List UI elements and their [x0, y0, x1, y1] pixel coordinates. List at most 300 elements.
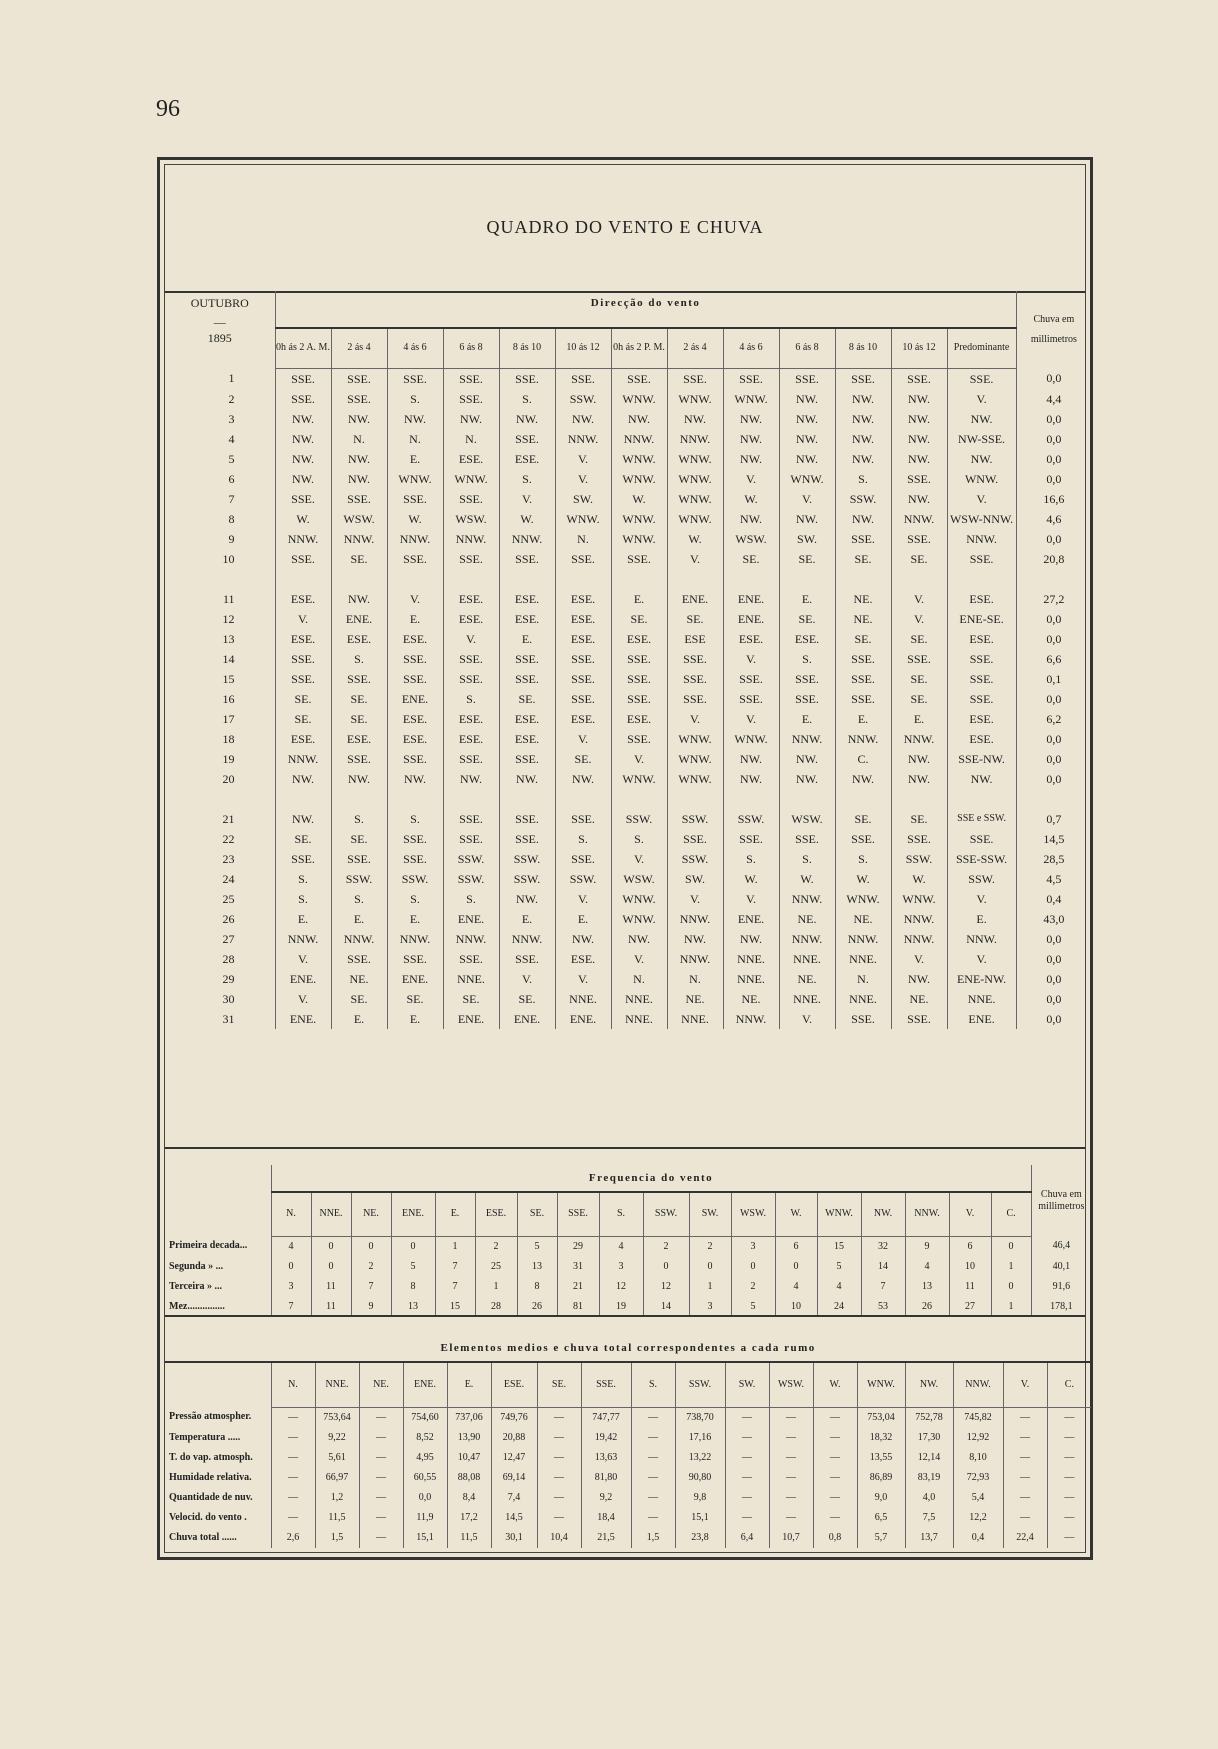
direction-cell: NW. — [835, 449, 891, 469]
direction-cell: W. — [723, 489, 779, 509]
direction-cell: NW. — [331, 589, 387, 609]
direction-cell: ESE. — [275, 629, 331, 649]
rain-cell: 0,0 — [1016, 969, 1091, 989]
direction-cell: SSE. — [499, 829, 555, 849]
direction-cell: SSE. — [891, 469, 947, 489]
column-header: S. — [631, 1362, 675, 1407]
direction-cell: NNW. — [387, 529, 443, 549]
rain-cell: 46,4 — [1031, 1236, 1091, 1257]
frequency-cell: 21 — [557, 1277, 599, 1297]
frequency-cell: 0 — [311, 1236, 351, 1257]
direction-cell: WNW. — [667, 469, 723, 489]
direction-cell: NE. — [779, 969, 835, 989]
direction-cell: NW. — [779, 509, 835, 529]
element-cell: 10,7 — [769, 1528, 813, 1548]
table-row — [165, 729, 1091, 749]
direction-cell: ESE. — [499, 729, 555, 749]
element-cell: 12,2 — [953, 1508, 1003, 1528]
direction-cell: SSE. — [835, 529, 891, 549]
direction-cell: NW. — [891, 449, 947, 469]
direction-cell: ESE. — [499, 449, 555, 469]
direction-cell: SSE. — [275, 489, 331, 509]
table-row — [165, 1407, 1091, 1428]
row-label: Humidade relativa. — [169, 1471, 252, 1483]
direction-cell: ESE. — [275, 589, 331, 609]
direction-cell: NW. — [779, 389, 835, 409]
direction-cell: SSE. — [443, 949, 499, 969]
direction-cell: WNW. — [667, 769, 723, 789]
direction-cell: NW. — [611, 409, 667, 429]
rain-cell: 0,0 — [1016, 729, 1091, 749]
decade-spacer — [165, 789, 1091, 809]
column-header: NE. — [359, 1362, 403, 1407]
direction-cell: NNW. — [275, 529, 331, 549]
direction-cell: NW. — [723, 769, 779, 789]
element-cell: 18,32 — [857, 1428, 905, 1448]
element-cell: — — [769, 1488, 813, 1508]
frequency-cell: 12 — [599, 1277, 643, 1297]
direction-cell: NW. — [275, 469, 331, 489]
element-cell: 5,4 — [953, 1488, 1003, 1508]
column-header: 4 ás 6 — [387, 328, 443, 368]
rain-cell: 20,8 — [1016, 549, 1091, 569]
direction-cell: V. — [891, 609, 947, 629]
section-divider-2 — [165, 1315, 1085, 1317]
direction-cell: NW. — [611, 929, 667, 949]
column-header: NNW. — [953, 1362, 1003, 1407]
element-cell: 69,14 — [491, 1468, 537, 1488]
day-cell: 22 — [222, 831, 235, 846]
direction-cell: SSE. — [611, 649, 667, 669]
rain-cell: 0,0 — [1016, 949, 1091, 969]
table-row — [165, 1277, 1091, 1297]
direction-cell: SE. — [891, 549, 947, 569]
direction-cell: SSE. — [947, 649, 1016, 669]
direction-cell: NW. — [387, 409, 443, 429]
column-header: 2 ás 4 — [667, 328, 723, 368]
day-cell: 29 — [222, 971, 235, 986]
direction-cell: ENE. — [499, 1009, 555, 1029]
element-cell: 0,0 — [403, 1488, 447, 1508]
element-cell: 9,2 — [581, 1488, 631, 1508]
element-cell: — — [725, 1468, 769, 1488]
direction-cell: WNW. — [555, 509, 611, 529]
element-cell: — — [813, 1508, 857, 1528]
frequency-cell: 0 — [991, 1236, 1031, 1257]
direction-cell: ESE. — [387, 709, 443, 729]
table-row — [165, 429, 1091, 449]
table-row — [165, 749, 1091, 769]
element-cell: 23,8 — [675, 1528, 725, 1548]
element-cell: — — [725, 1488, 769, 1508]
element-cell: — — [1047, 1428, 1091, 1448]
direction-cell: SSE. — [667, 368, 723, 389]
direction-cell: NNW. — [387, 929, 443, 949]
direction-cell: NW. — [499, 769, 555, 789]
year-label: 1895 — [207, 331, 232, 345]
direction-cell: S. — [555, 829, 611, 849]
element-cell: — — [813, 1488, 857, 1508]
direction-cell: SSW. — [947, 869, 1016, 889]
element-cell: — — [271, 1407, 315, 1428]
direction-cell: V. — [723, 709, 779, 729]
rain-cell: 14,5 — [1016, 829, 1091, 849]
direction-cell: NW. — [891, 389, 947, 409]
element-cell: 20,88 — [491, 1428, 537, 1448]
direction-cell: E. — [387, 609, 443, 629]
column-header: Predominante — [947, 328, 1016, 368]
direction-cell: ENE. — [387, 689, 443, 709]
direction-cell: NE. — [331, 969, 387, 989]
column-header: V. — [1003, 1362, 1047, 1407]
direction-cell: NW-SSE. — [947, 429, 1016, 449]
element-cell: — — [769, 1508, 813, 1528]
rain-cell: 0,0 — [1016, 429, 1091, 449]
direction-cell: SSE. — [835, 1009, 891, 1029]
direction-cell: WNW. — [835, 889, 891, 909]
rain-cell: 0,0 — [1016, 629, 1091, 649]
element-cell: 0,4 — [953, 1528, 1003, 1548]
frequency-cell: 7 — [861, 1277, 905, 1297]
direction-cell: NNW. — [891, 929, 947, 949]
direction-cell: ESE. — [331, 729, 387, 749]
direction-cell: SSE. — [891, 649, 947, 669]
direction-cell: ESE. — [555, 589, 611, 609]
element-cell: 13,63 — [581, 1448, 631, 1468]
column-header: SW. — [725, 1362, 769, 1407]
direction-cell: SSW. — [387, 869, 443, 889]
direction-cell: SSE. — [443, 749, 499, 769]
direction-cell: ESE. — [443, 729, 499, 749]
direction-cell: WNW. — [611, 469, 667, 489]
direction-cell: E. — [387, 909, 443, 929]
rain-cell: 0,0 — [1016, 449, 1091, 469]
column-header: E. — [435, 1192, 475, 1236]
frequency-cell: 2 — [351, 1257, 391, 1277]
frequency-cell: 5 — [731, 1297, 775, 1317]
direction-cell: SSE. — [443, 649, 499, 669]
direction-cell: SSE. — [891, 368, 947, 389]
row-label: Chuva total ...... — [169, 1531, 237, 1543]
rain-cell: 0,0 — [1016, 989, 1091, 1009]
direction-cell: SE. — [499, 989, 555, 1009]
day-cell: 7 — [228, 491, 235, 506]
frequency-caption: Frequencia do vento — [271, 1165, 1031, 1192]
row-label: T. do vap. atmosph. — [169, 1451, 253, 1463]
direction-cell: NNW. — [779, 889, 835, 909]
direction-cell: NNW. — [779, 729, 835, 749]
direction-cell: ENE-NW. — [947, 969, 1016, 989]
column-header: WSW. — [769, 1362, 813, 1407]
rain-cell: 0,7 — [1016, 809, 1091, 829]
element-cell: — — [271, 1488, 315, 1508]
frequency-cell: 0 — [271, 1257, 311, 1277]
frequency-cell: 31 — [557, 1257, 599, 1277]
direction-cell: SSE. — [667, 689, 723, 709]
direction-cell: ENE. — [723, 589, 779, 609]
direction-cell: NW. — [443, 409, 499, 429]
direction-cell: S. — [387, 889, 443, 909]
direction-cell: W. — [779, 869, 835, 889]
table-row — [165, 649, 1091, 669]
frequency-cell: 28 — [475, 1297, 517, 1317]
element-cell: 13,55 — [857, 1448, 905, 1468]
direction-cell: SE. — [611, 609, 667, 629]
element-cell: — — [725, 1407, 769, 1428]
direction-cell: SSE. — [667, 829, 723, 849]
direction-cell: NW. — [891, 969, 947, 989]
direction-cell: SSW. — [499, 849, 555, 869]
direction-cell: NW. — [331, 449, 387, 469]
direction-cell: SSE. — [275, 389, 331, 409]
direction-cell: S. — [331, 889, 387, 909]
direction-cell: V. — [555, 469, 611, 489]
element-cell: — — [359, 1488, 403, 1508]
direction-cell: ESE. — [555, 629, 611, 649]
element-cell: — — [271, 1508, 315, 1528]
direction-cell: NNW. — [835, 929, 891, 949]
table-row — [165, 929, 1091, 949]
direction-cell: SSW. — [667, 849, 723, 869]
table-row — [165, 989, 1091, 1009]
element-cell: — — [1003, 1448, 1047, 1468]
table-frame-inner — [164, 164, 1086, 1553]
frequency-cell: 11 — [311, 1277, 351, 1297]
elements-table — [165, 1335, 1091, 1548]
column-header: ENE. — [391, 1192, 435, 1236]
column-header: ESE. — [475, 1192, 517, 1236]
direction-cell: ESE. — [723, 629, 779, 649]
direction-cell: V. — [667, 889, 723, 909]
element-cell: — — [769, 1468, 813, 1488]
direction-cell: ESE. — [443, 709, 499, 729]
element-cell: 12,14 — [905, 1448, 953, 1468]
column-header: SSW. — [675, 1362, 725, 1407]
direction-cell: NNE. — [723, 949, 779, 969]
wind-direction-section — [165, 291, 1091, 1133]
rain-cell: 4,5 — [1016, 869, 1091, 889]
direction-cell: SSE. — [835, 368, 891, 389]
direction-cell: SSE. — [667, 669, 723, 689]
direction-cell: V. — [499, 489, 555, 509]
column-header: W. — [775, 1192, 817, 1236]
element-cell: 9,0 — [857, 1488, 905, 1508]
element-cell: 9,22 — [315, 1428, 359, 1448]
rain-cell: 0,4 — [1016, 889, 1091, 909]
direction-cell: ESE. — [555, 949, 611, 969]
element-cell: 14,5 — [491, 1508, 537, 1528]
direction-cell: SSW. — [611, 809, 667, 829]
direction-cell: SSE. — [331, 849, 387, 869]
direction-cell: NNW. — [555, 429, 611, 449]
element-cell: 17,2 — [447, 1508, 491, 1528]
direction-cell: SSE. — [499, 669, 555, 689]
element-cell: — — [537, 1508, 581, 1528]
day-cell: 9 — [228, 531, 235, 546]
column-header: 2 ás 4 — [331, 328, 387, 368]
direction-cell: V. — [891, 589, 947, 609]
element-cell: — — [813, 1407, 857, 1428]
column-header: SE. — [537, 1362, 581, 1407]
direction-cell: ENE. — [723, 909, 779, 929]
direction-cell: SSE. — [947, 368, 1016, 389]
frequency-rain-header: Chuva em millimetros — [1031, 1165, 1091, 1236]
direction-cell: V. — [555, 449, 611, 469]
direction-cell: NW. — [779, 749, 835, 769]
element-cell: 753,04 — [857, 1407, 905, 1428]
direction-cell: WNW. — [611, 389, 667, 409]
frequency-cell: 2 — [643, 1236, 689, 1257]
direction-cell: ESE. — [947, 709, 1016, 729]
direction-cell: ESE. — [611, 709, 667, 729]
rain-cell: 0,0 — [1016, 929, 1091, 949]
direction-cell: NW. — [891, 409, 947, 429]
column-header: NW. — [905, 1362, 953, 1407]
element-cell: 13,90 — [447, 1428, 491, 1448]
direction-cell: SE. — [275, 689, 331, 709]
frequency-cell: 13 — [391, 1297, 435, 1317]
direction-cell: ESE. — [499, 709, 555, 729]
element-cell: 749,76 — [491, 1407, 537, 1428]
direction-cell: SSE. — [555, 809, 611, 829]
element-cell: 1,2 — [315, 1488, 359, 1508]
element-cell: 8,52 — [403, 1428, 447, 1448]
direction-cell: N. — [387, 429, 443, 449]
direction-cell: NW. — [891, 489, 947, 509]
direction-cell: NE. — [835, 589, 891, 609]
rain-cell: 0,0 — [1016, 689, 1091, 709]
direction-cell: S. — [275, 869, 331, 889]
direction-cell: SSE. — [723, 829, 779, 849]
table-row — [165, 689, 1091, 709]
frequency-cell: 11 — [311, 1297, 351, 1317]
frequency-cell: 6 — [949, 1236, 991, 1257]
direction-cell: NW. — [275, 769, 331, 789]
direction-caption-rule — [275, 315, 1016, 328]
direction-cell: WSW. — [443, 509, 499, 529]
direction-cell: NNW. — [891, 729, 947, 749]
direction-cell: SE. — [331, 829, 387, 849]
direction-cell: NW. — [275, 429, 331, 449]
direction-cell: ESE. — [555, 609, 611, 629]
column-header: 10 ás 12 — [891, 328, 947, 368]
frequency-cell: 9 — [351, 1297, 391, 1317]
direction-cell: SSE. — [835, 689, 891, 709]
column-header: N. — [271, 1192, 311, 1236]
direction-cell: E. — [387, 1009, 443, 1029]
direction-cell: SSW. — [667, 809, 723, 829]
frequency-cell: 0 — [311, 1257, 351, 1277]
table-frame — [157, 157, 1093, 1560]
direction-cell: NW. — [891, 429, 947, 449]
direction-cell: NW. — [331, 469, 387, 489]
direction-cell: NW. — [835, 509, 891, 529]
direction-cell: V. — [611, 849, 667, 869]
direction-cell: NW. — [891, 769, 947, 789]
direction-cell: ENE. — [331, 609, 387, 629]
direction-cell: V. — [611, 949, 667, 969]
element-cell: — — [359, 1468, 403, 1488]
day-cell: 13 — [222, 631, 235, 646]
direction-cell: V. — [275, 989, 331, 1009]
element-cell: — — [631, 1428, 675, 1448]
direction-cell: NW. — [723, 749, 779, 769]
direction-cell: SSE. — [331, 669, 387, 689]
element-cell: — — [537, 1428, 581, 1448]
element-cell: — — [1003, 1508, 1047, 1528]
direction-cell: SSE. — [275, 669, 331, 689]
direction-cell: E. — [275, 909, 331, 929]
direction-cell: NNE. — [443, 969, 499, 989]
direction-cell: NW. — [275, 449, 331, 469]
elements-caption: Elementos medios e chuva total correspondentes a cada rumo — [165, 1335, 1091, 1362]
element-cell: — — [725, 1428, 769, 1448]
direction-cell: NW. — [275, 409, 331, 429]
direction-cell: S. — [835, 469, 891, 489]
direction-cell: N. — [611, 969, 667, 989]
rain-cell: 0,1 — [1016, 669, 1091, 689]
direction-cell: V. — [723, 469, 779, 489]
column-header: WNW. — [857, 1362, 905, 1407]
frequency-cell: 1 — [991, 1297, 1031, 1317]
direction-cell: ENE. — [443, 909, 499, 929]
direction-cell: WNW. — [891, 889, 947, 909]
direction-cell: NW. — [723, 449, 779, 469]
direction-cell: W. — [667, 529, 723, 549]
table-row — [165, 1236, 1091, 1257]
direction-cell: ESE. — [947, 729, 1016, 749]
frequency-cell: 14 — [643, 1297, 689, 1317]
direction-cell: SE. — [331, 689, 387, 709]
element-cell: — — [725, 1508, 769, 1528]
direction-cell: SW. — [555, 489, 611, 509]
direction-cell: NW. — [275, 809, 331, 829]
element-cell: 15,1 — [403, 1528, 447, 1548]
frequency-cell: 8 — [517, 1277, 557, 1297]
direction-cell: SSE. — [555, 669, 611, 689]
day-cell: 14 — [222, 651, 235, 666]
element-cell: — — [359, 1448, 403, 1468]
element-cell: 17,30 — [905, 1428, 953, 1448]
frequency-cell: 4 — [271, 1236, 311, 1257]
direction-cell: SSE. — [723, 669, 779, 689]
element-cell: — — [631, 1407, 675, 1428]
direction-cell: WSW. — [331, 509, 387, 529]
rain-cell: 0,0 — [1016, 529, 1091, 549]
direction-cell: E. — [331, 1009, 387, 1029]
element-cell: 81,80 — [581, 1468, 631, 1488]
column-header: SSE. — [557, 1192, 599, 1236]
column-header: 8 ás 10 — [835, 328, 891, 368]
column-header: N. — [271, 1362, 315, 1407]
direction-cell: SE. — [275, 829, 331, 849]
direction-cell: NW. — [779, 409, 835, 429]
element-cell: — — [631, 1468, 675, 1488]
direction-cell: WNW. — [443, 469, 499, 489]
direction-cell: NW. — [779, 429, 835, 449]
direction-cell: V. — [779, 489, 835, 509]
frequency-cell: 4 — [905, 1257, 949, 1277]
direction-cell: SSE. — [499, 649, 555, 669]
day-cell: 2 — [228, 391, 235, 406]
column-header: 6 ás 8 — [779, 328, 835, 368]
direction-cell: V. — [947, 389, 1016, 409]
direction-cell: NNW. — [331, 529, 387, 549]
day-cell: 23 — [222, 851, 235, 866]
element-cell: — — [725, 1448, 769, 1468]
direction-cell: SSE. — [555, 689, 611, 709]
direction-cell: SSE. — [443, 549, 499, 569]
